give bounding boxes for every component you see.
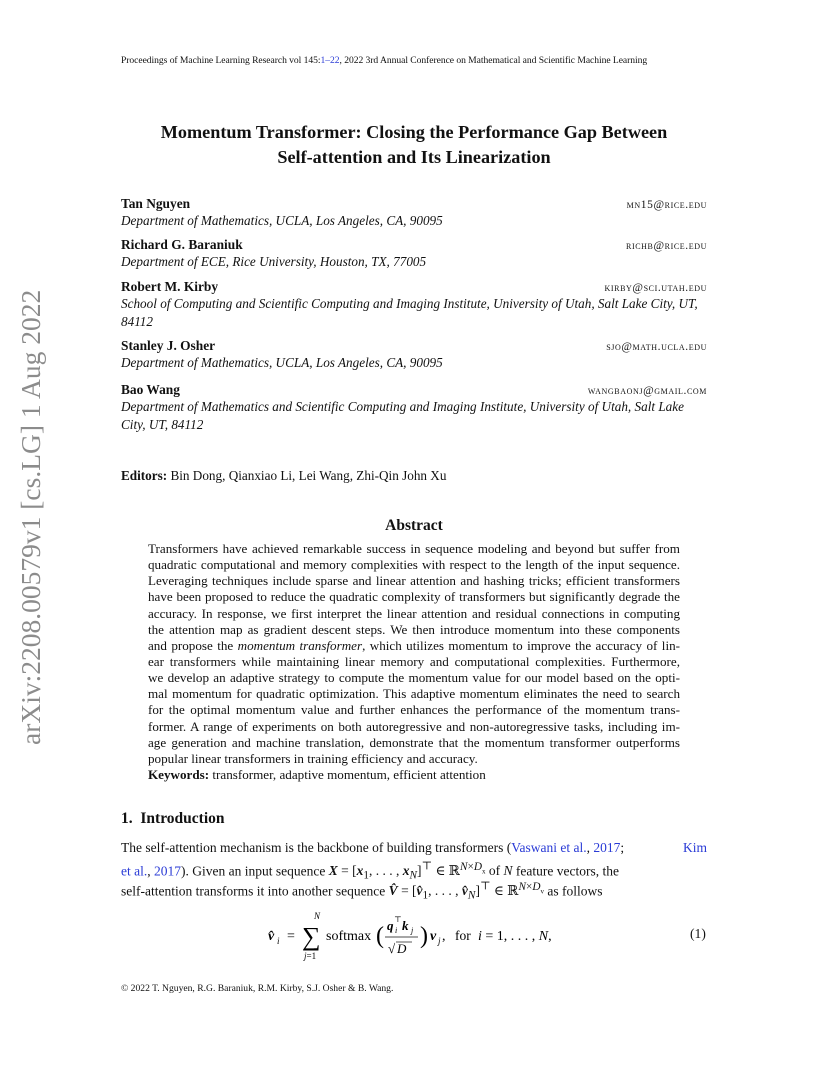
running-header: Proceedings of Machine Learning Research vol 145:1–22, 2022 3rd Annual Conference on Mathematical and Scientific Machine Learning [121, 55, 648, 66]
author-affiliation-cont: City, UT, 84112 [121, 417, 204, 432]
author-name: Stanley J. Osher [121, 338, 216, 353]
author-email[interactable]: kirby@sci.utah.edu [604, 282, 707, 294]
svg-text:for: for [455, 928, 471, 943]
paper-title: Momentum Transformer: Closing the Performance Gap Between Self-attention and Its Linearization [160, 122, 668, 167]
copyright-footer: © 2022 T. Nguyen, R.G. Baraniuk, R.M. Kirby, S.J. Osher & B. Wang. [121, 983, 394, 994]
svg-text:N: N [314, 911, 321, 921]
svg-text:k: k [402, 918, 409, 933]
author-affiliation: Department of ECE, Rice University, Houston, TX, 77005 [121, 254, 427, 269]
arxiv-stamp: arXiv:2208.00579v1 [cs.LG] 1 Aug 2022 [15, 289, 46, 745]
math-inline: $X = [x_1$, . . . , $x_N]^⊤$ ∈ ℝ$^{N\times D_x}$ of N [328, 860, 513, 882]
svg-text:softmax: softmax [326, 929, 372, 944]
citation-link[interactable]: 2017 [593, 840, 621, 855]
author-name: Richard G. Baraniuk [121, 237, 243, 252]
svg-text:√: √ [388, 941, 396, 956]
equation-1 [262, 905, 582, 969]
author-affiliation: Department of Mathematics, UCLA, Los Angeles, CA, 90095 [121, 213, 443, 228]
svg-text:j: j [411, 926, 414, 935]
svg-text:i: i [277, 936, 280, 946]
author-block [121, 338, 707, 372]
math-inline: V̂ = [$v̂_1$, . . . , $v̂_N]^⊤$ ∈ ℝ$^{N\times D_v}$ [388, 880, 544, 902]
svg-text:∑: ∑ [302, 922, 321, 951]
author-block [121, 382, 707, 434]
svg-text:q: q [387, 918, 394, 933]
author-block [121, 237, 707, 271]
keywords-line: Keywords: transformer, adaptive momentum, efficient attention [148, 767, 486, 782]
svg-text:i = 1, . . . , N,: i = 1, . . . , N, [478, 929, 552, 944]
intro-paragraph: The self-attention mechanism is the backbone of building transformers (Vaswani et al., 2017; Kim et al., 2017). Given an input sequence $X = [x_1$, . . . , $x_N]^⊤$ ∈ ℝ$^{N\times D_x}$ of N feature vectors, the self-attention transforms it into another sequence V̂ = [$v̂_1$, . . . , $v̂_N]^⊤$ ∈ ℝ$^{N\times D_v}$ as follows [121, 840, 707, 902]
svg-text:D: D [397, 941, 407, 956]
abstract-heading: Abstract [385, 517, 443, 534]
citation-link[interactable]: Kim [682, 840, 707, 855]
author-affiliation: Department of Mathematics, UCLA, Los Angeles, CA, 90095 [121, 355, 443, 370]
author-email[interactable]: wangbaonj@gmail.com [587, 385, 707, 397]
page-end-link[interactable]: 22 [330, 55, 340, 66]
citation-link[interactable]: 2017 [154, 863, 181, 879]
author-email[interactable]: richb@rice.edu [626, 240, 707, 252]
author-email[interactable]: sjo@math.ucla.edu [606, 341, 707, 353]
svg-text:(: ( [376, 923, 384, 949]
author-affiliation-cont: 84112 [121, 314, 153, 329]
equation-number: (1) [690, 926, 706, 941]
citation-link[interactable]: Vaswani et al. [511, 840, 587, 855]
author-name: Robert M. Kirby [121, 279, 219, 294]
author-email[interactable]: mn15@rice.edu [626, 199, 707, 211]
page-start-link[interactable]: 1 [320, 55, 326, 66]
equation-graphic [262, 905, 582, 965]
editors-line: Editors: Bin Dong, Qianxiao Li, Lei Wang, Zhi-Qin John Xu [121, 468, 447, 483]
citation-link[interactable]: et al. [121, 863, 148, 879]
section-heading: 1. Introduction [121, 810, 225, 827]
svg-text:=: = [287, 929, 295, 944]
svg-text:⊤: ⊤ [394, 915, 402, 924]
abstract-body: Transformers have achieved remarkable success in sequence modeling and beyond but suffer from quadratic computational and memory complexities with respect to the length of the input sequence. Leveraging techniques include sparse and linear attention and hashing tricks; efficient transformers have been proposed to reduce the quadratic complexity of transformers but significantly degrade the accuracy. In response, we first interpret the linear attention and residual connections in computing the attention map as gradient descent steps. We then introduce momentum into these components and propose the momentum transformer, which utilizes momentum to improve the accuracy of lin- ear transformers while maintaining linear memory and computational complexities. Furthermore, we develop an adaptive strategy to compute the momentum value for our model based on the opti- mal momentum for quadratic optimization. This adaptive momentum eliminates the need to search for the optimal momentum value and further enhances the performance of the momentum trans- former. A range of experiments on both autoregressive and non-autoregressive tasks, including im- age generation and machine translation, demonstrate that the momentum transformer outperforms popular linear transformers in training efficiency and accuracy. [148, 541, 680, 766]
author-block [121, 196, 707, 230]
svg-text:j=1: j=1 [304, 951, 317, 961]
svg-text:,: , [442, 929, 446, 944]
svg-text:j: j [438, 936, 441, 946]
author-affiliation: Department of Mathematics and Scientific Computing and Imaging Institute, University of Utah, Salt Lake [121, 399, 684, 414]
author-name: Bao Wang [121, 382, 180, 397]
author-name: Tan Nguyen [121, 196, 191, 211]
svg-text:v̂: v̂ [268, 929, 275, 944]
svg-text:i: i [395, 926, 398, 935]
svg-text:v: v [430, 929, 437, 944]
author-affiliation: School of Computing and Scientific Computing and Imaging Institute, University of Utah, Salt Lake City, UT, [121, 296, 698, 311]
author-block [121, 279, 707, 331]
svg-text:): ) [420, 923, 428, 949]
